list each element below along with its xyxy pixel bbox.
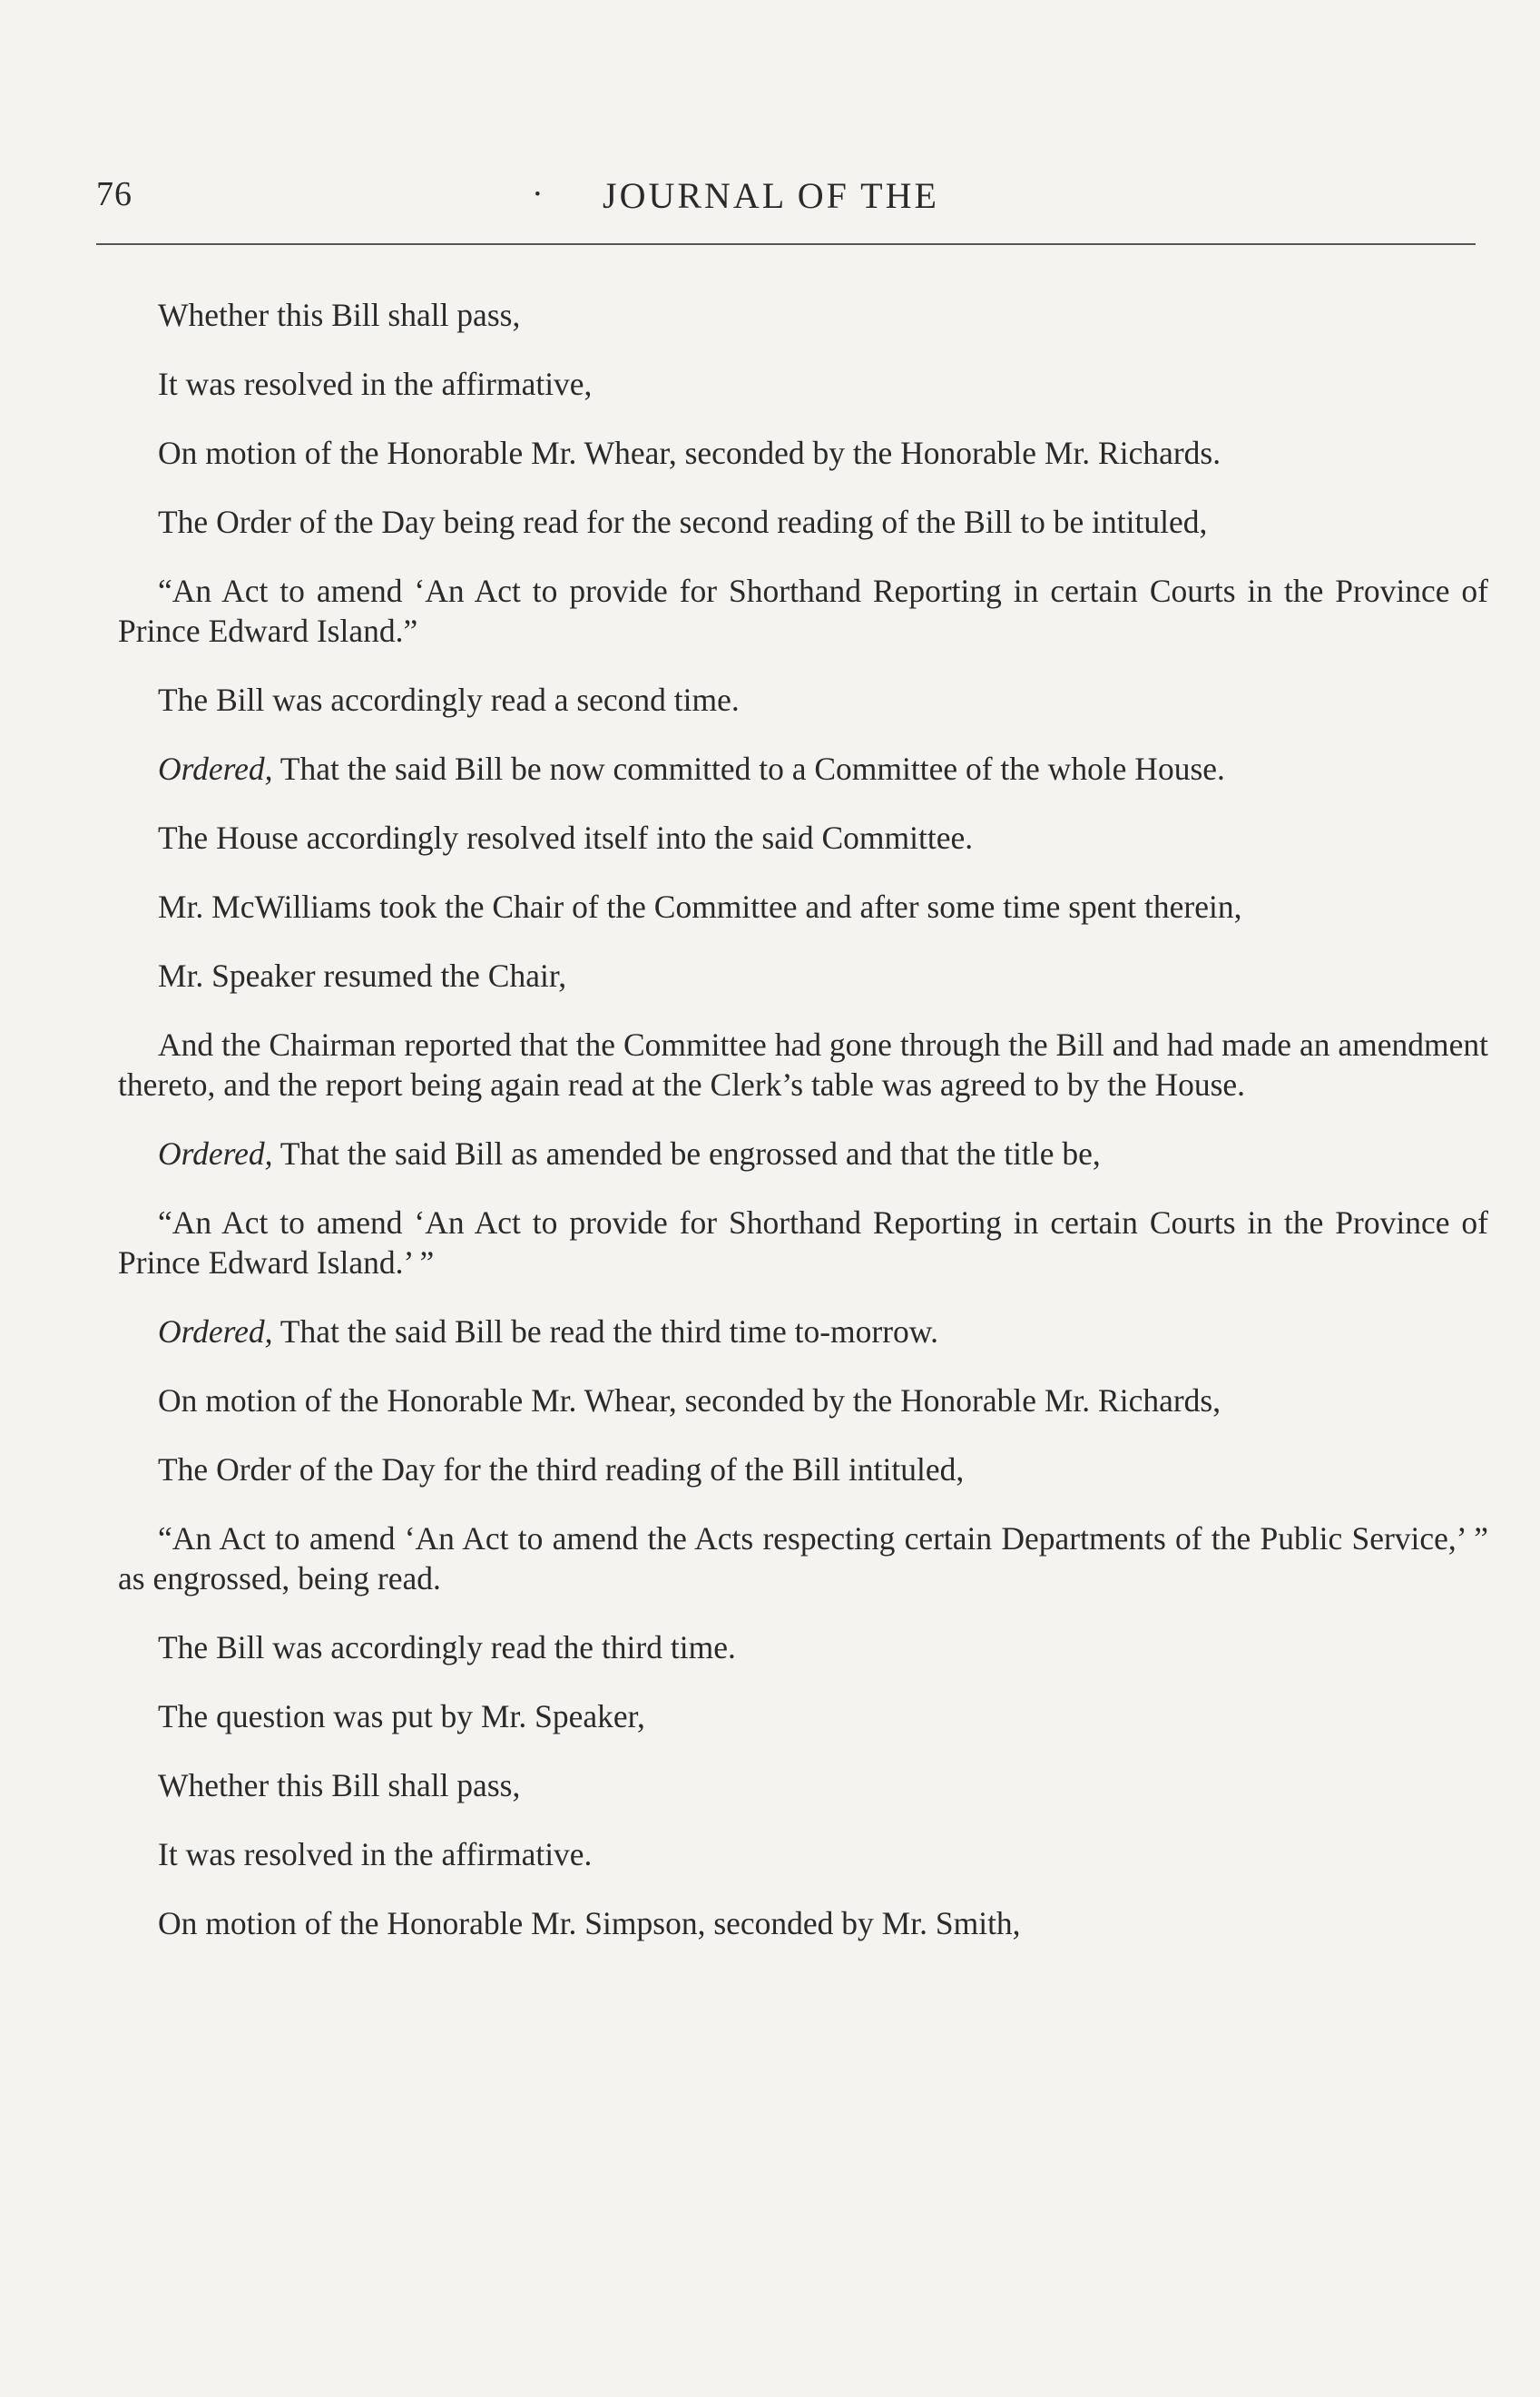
paragraph-text: That the said Bill as amended be engrossed and that the title be, (272, 1135, 1101, 1172)
paragraph-text: On motion of the Honorable Mr. Simpson, seconded by Mr. Smith, (158, 1905, 1021, 1941)
paragraph-text: It was resolved in the affirmative, (158, 366, 593, 402)
journal-paragraph (118, 1134, 1488, 1174)
journal-paragraph (118, 502, 1488, 542)
journal-paragraph (118, 1311, 1488, 1351)
journal-paragraph (118, 364, 1488, 404)
journal-paragraph (118, 1834, 1488, 1874)
paragraph-text: That the said Bill be read the third time to-morrow. (272, 1313, 939, 1350)
ordered-label: Ordered, (158, 1135, 273, 1172)
paragraph-text: “An Act to amend ‘An Act to provide for Shorthand Reporting in certain Courts in the Province of Prince Edward Island.” (118, 573, 1488, 649)
paragraph-text: The House accordingly resolved itself into the said Committee. (158, 820, 974, 856)
paragraph-text: The Bill was accordingly read a second time. (158, 682, 740, 718)
paragraph-text: Whether this Bill shall pass, (158, 297, 521, 333)
journal-paragraph (118, 1903, 1488, 1943)
paragraph-text: It was resolved in the affirmative. (158, 1836, 593, 1872)
journal-paragraph (118, 295, 1488, 335)
journal-paragraph (118, 1696, 1488, 1736)
journal-paragraph (118, 1203, 1488, 1282)
paragraph-text: Mr. McWilliams took the Chair of the Committee and after some time spent therein, (158, 889, 1242, 925)
page-header (96, 174, 1476, 229)
paragraph-text: That the said Bill be now committed to a Committee of the whole House. (272, 751, 1225, 787)
paragraph-text: Mr. Speaker resumed the Chair, (158, 958, 567, 994)
paragraph-text: “An Act to amend ‘An Act to amend the Acts respecting certain Departments of the Public Service,’ ” as engrossed, being read. (118, 1520, 1488, 1596)
ordered-label: Ordered, (158, 1313, 273, 1350)
journal-paragraph (118, 433, 1488, 473)
page-number: 76 (96, 175, 132, 213)
paragraph-text: The question was put by Mr. Speaker, (158, 1698, 645, 1734)
journal-paragraph (118, 1380, 1488, 1420)
journal-paragraph (118, 571, 1488, 651)
journal-paragraph (118, 887, 1488, 927)
paragraph-text: The Order of the Day for the third reading of the Bill intituled, (158, 1451, 965, 1488)
paragraph-text: The Order of the Day being read for the second reading of the Bill to be intituled, (158, 504, 1208, 540)
paragraph-text: On motion of the Honorable Mr. Whear, seconded by the Honorable Mr. Richards, (158, 1382, 1221, 1419)
journal-paragraph (118, 680, 1488, 720)
paragraph-text: Whether this Bill shall pass, (158, 1767, 521, 1803)
journal-paragraph (118, 1627, 1488, 1667)
journal-paragraph (118, 749, 1488, 789)
journal-paragraph (118, 956, 1488, 996)
header-dot: · (532, 175, 544, 213)
paragraph-text: And the Chairman reported that the Committee had gone through the Bill and had made an amendment thereto, and the report being again read at the Clerk’s table was agreed to by the House. (118, 1027, 1488, 1103)
ordered-label: Ordered, (158, 751, 273, 787)
paragraph-text: “An Act to amend ‘An Act to provide for Shorthand Reporting in certain Courts in the Province of Prince Edward Island.’ ” (118, 1204, 1488, 1281)
journal-paragraph (118, 1449, 1488, 1489)
journal-paragraph (118, 818, 1488, 858)
paragraph-text: On motion of the Honorable Mr. Whear, seconded by the Honorable Mr. Richards. (158, 435, 1221, 471)
journal-paragraph (118, 1025, 1488, 1105)
journal-paragraph (118, 1765, 1488, 1805)
journal-paragraph (118, 1518, 1488, 1598)
paragraph-text: The Bill was accordingly read the third time. (158, 1629, 736, 1665)
journal-body (118, 295, 1488, 1972)
running-head: JOURNAL OF THE (603, 175, 939, 216)
header-rule (96, 243, 1476, 245)
